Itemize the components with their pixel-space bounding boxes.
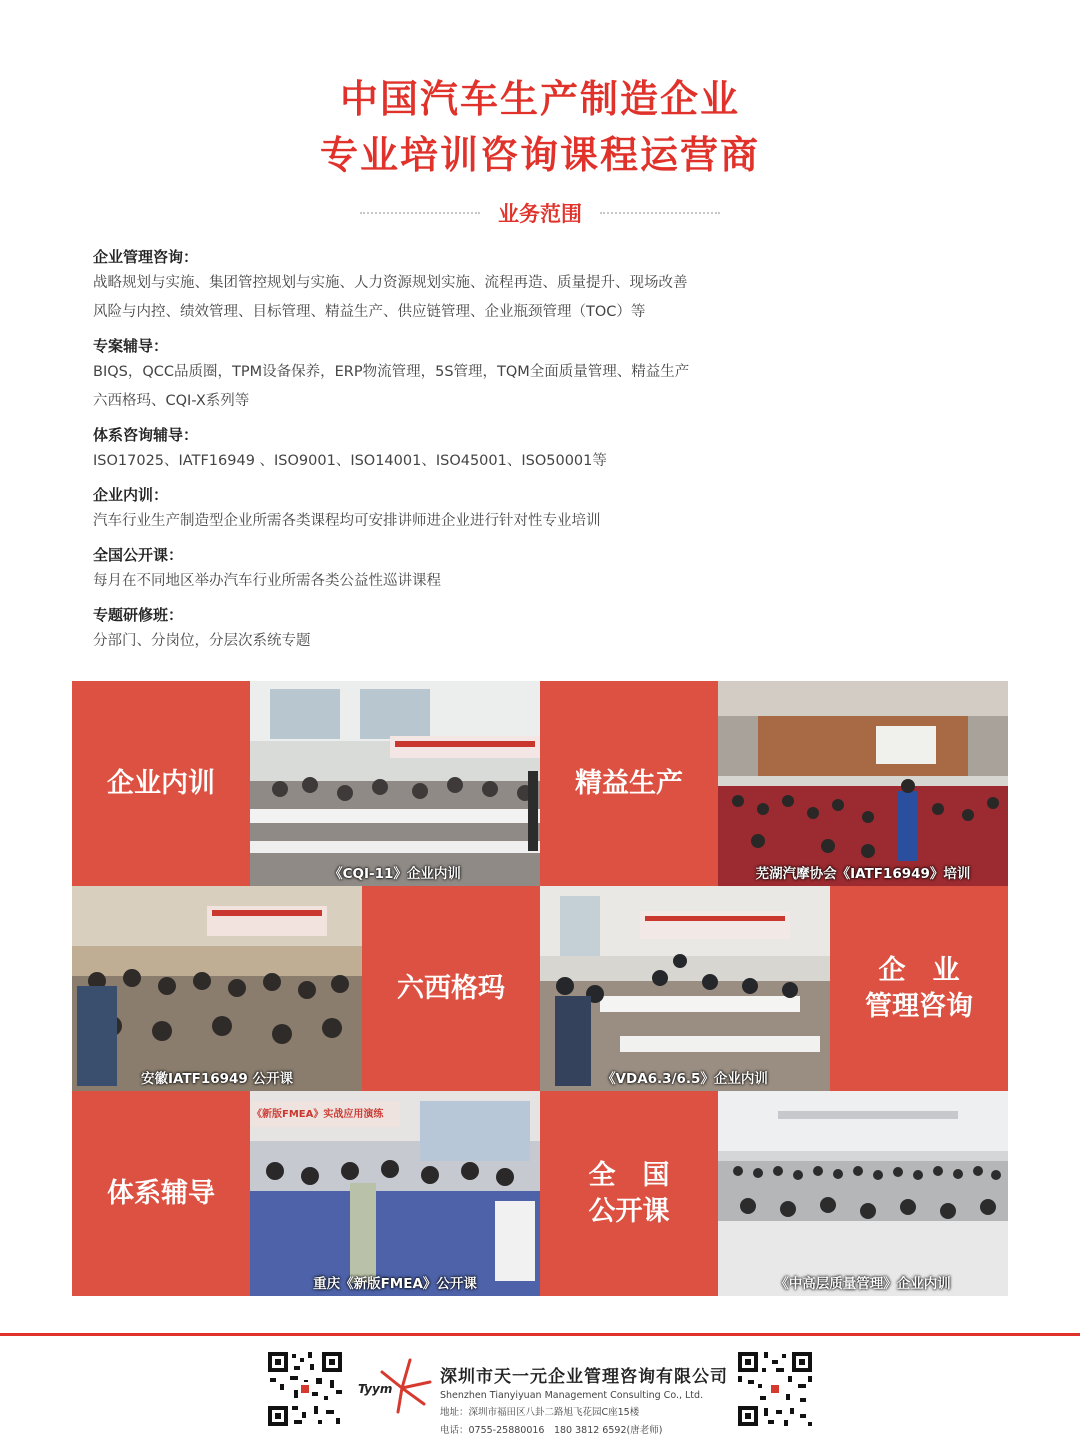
- scope-heading: 专案辅导：: [93, 337, 169, 355]
- photo-vda-training: [540, 886, 830, 1091]
- tile-label: 企业内训: [107, 767, 215, 799]
- qr-code-icon: [736, 1350, 814, 1428]
- tile-label: 全 国 公开课: [588, 1159, 670, 1227]
- qr-code-left[interactable]: [266, 1350, 344, 1428]
- photo-cqi11-training: [250, 681, 540, 886]
- divider-right: [600, 212, 720, 214]
- scope-line: 风险与内控、绩效管理、目标管理、精益生产、供应链管理、企业瓶颈管理（TOC）等: [93, 304, 646, 320]
- scope-line: 战略规划与实施、集团管控规划与实施、人力资源规划实施、流程再造、质量提升、现场改善: [93, 275, 688, 291]
- photo-caption: 安徽IATF16949 公开课: [140, 1071, 294, 1087]
- photo-iatf-training: [718, 681, 1008, 886]
- training-photo-grid: [72, 681, 1008, 1296]
- photo-quality-management: [718, 1091, 1008, 1296]
- meeting-room-photo: [540, 886, 830, 1091]
- auditorium-photo: [718, 681, 1008, 886]
- page-title-line2: 专业培训咨询课程运营商: [319, 133, 760, 177]
- footer-divider: [0, 1333, 1080, 1336]
- classroom-photo: [250, 681, 540, 886]
- qr-code-right[interactable]: [736, 1350, 814, 1428]
- page-title-line1: 中国汽车生产制造企业: [339, 77, 740, 121]
- company-name-cn: 深圳市天一元企业管理咨询有限公司: [440, 1367, 728, 1387]
- photo-caption: 重庆《新版FMEA》公开课: [313, 1276, 477, 1292]
- scope-line: 分部门、分岗位，分层次系统专题: [93, 633, 311, 649]
- scope-line: 每月在不同地区举办汽车行业所需各类公益性巡讲课程: [93, 573, 441, 589]
- lecture-hall-photo: [718, 1091, 1008, 1296]
- photo-caption: 《中高层质量管理》企业内训: [775, 1276, 951, 1292]
- scope-line: ISO17025、IATF16949 、ISO9001、ISO14001、ISO45001、ISO50001等: [93, 453, 607, 469]
- logo-text: Tyym: [358, 1382, 393, 1396]
- company-phone: 电话：0755-25880016 180 3812 6592(唐老师): [440, 1425, 663, 1436]
- tile-lean-production: [540, 681, 718, 886]
- company-address: 地址：深圳市福田区八卦二路旭飞花园C座15楼: [440, 1407, 640, 1418]
- company-name-en: Shenzhen Tianyiyuan Management Consulting Co., Ltd.: [440, 1390, 704, 1401]
- tile-enterprise-consulting: [830, 886, 1008, 1091]
- scope-heading: 企业内训：: [93, 486, 169, 504]
- scope-heading: 专题研修班：: [93, 606, 184, 624]
- workshop-photo: [250, 1091, 540, 1296]
- divider-left: [360, 212, 480, 214]
- scope-heading: 企业管理咨询：: [93, 248, 199, 266]
- section-title: 业务范围: [498, 202, 582, 226]
- tile-in-house-training: [72, 681, 250, 886]
- photo-caption: 芜湖汽摩协会《IATF16949》培训: [755, 866, 971, 882]
- photo-fmea-course: [250, 1091, 540, 1296]
- section-header: [0, 196, 1080, 230]
- seminar-photo: [72, 886, 362, 1091]
- photo-caption: 《VDA6.3/6.5》企业内训: [602, 1071, 768, 1087]
- tile-label: 六西格玛: [397, 972, 505, 1004]
- qr-code-icon: [266, 1350, 344, 1428]
- scope-line: 六西格玛、CQI-X系列等: [93, 393, 250, 409]
- company-info: [440, 1362, 728, 1436]
- tile-label: 精益生产: [575, 767, 683, 799]
- tile-six-sigma: [362, 886, 540, 1091]
- photo-banner: 《新版FMEA》实战应用演练: [252, 1109, 384, 1120]
- tile-label: 体系辅导: [107, 1177, 215, 1209]
- company-logo: [358, 1352, 436, 1422]
- tile-national-public-course: [540, 1091, 718, 1296]
- scope-line: 汽车行业生产制造型企业所需各类课程均可安排讲师进企业进行针对性专业培训: [93, 513, 601, 529]
- scope-heading: 全国公开课：: [93, 546, 184, 564]
- photo-caption: 《CQI-11》企业内训: [329, 866, 461, 882]
- scope-line: BIQS，QCC品质圈，TPM设备保养，ERP物流管理，5S管理，TQM全面质量管理、精益生产: [93, 364, 690, 380]
- tile-system-coaching: [72, 1091, 250, 1296]
- photo-anhui-iatf: [72, 886, 362, 1091]
- tile-label: 企 业 管理咨询: [865, 954, 973, 1022]
- business-scope-list: [93, 238, 993, 656]
- scope-heading: 体系咨询辅导：: [93, 426, 199, 444]
